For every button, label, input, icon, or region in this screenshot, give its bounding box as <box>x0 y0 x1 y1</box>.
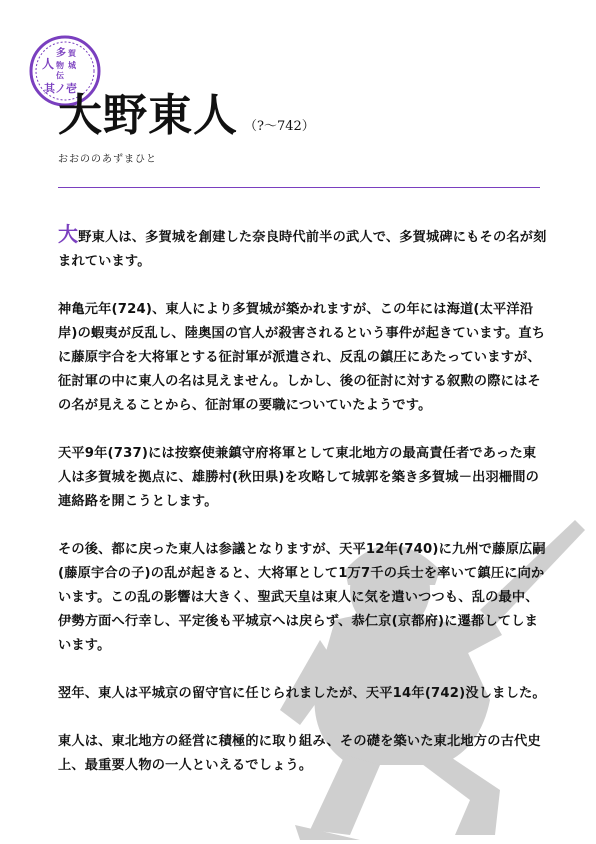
svg-text:伝: 伝 <box>56 71 64 80</box>
svg-text:其ノ壱: 其ノ壱 <box>44 82 77 95</box>
title-years: （?～742） <box>244 119 315 134</box>
paragraph-1-text: 野東人は、多賀城を創建した奈良時代前半の武人で、多賀城碑にもその名が刻まれています。 <box>58 230 547 269</box>
dropcap: 大 <box>58 222 79 246</box>
title-row <box>58 90 315 142</box>
paragraph-5: 翌年、東人は平城京の留守官に任じられましたが、天平14年(742)没しました。 <box>58 686 546 701</box>
svg-text:人: 人 <box>42 57 55 71</box>
title-reading: おおののあずまひと <box>58 154 157 165</box>
paragraph-6: 東人は、東北地方の経営に積極的に取り組み、その礎を築いた東北地方の古代史上、最重要人物の一人といえるでしょう。 <box>58 734 541 773</box>
svg-text:多: 多 <box>56 48 66 59</box>
article-body <box>58 222 548 802</box>
paragraph-4: その後、都に戻った東人は参議となりますが、天平12年(740)に九州で藤原広嗣(藤原宇合の子)の乱が起きると、大将軍として1万7千の兵士を率いて鎮圧に向かいます。この乱の影響は大きく、聖武天皇は東人に気を遣いつつも、乱の最中、伊勢方面へ行幸し、平定後も平城京へは戻らず、恭仁京(京都府)に遷都してしまいます。 <box>58 542 546 653</box>
paragraph-1 <box>58 222 548 274</box>
page-title: 大野東人 <box>58 90 238 141</box>
svg-text:物: 物 <box>56 61 64 70</box>
svg-text:賀: 賀 <box>68 49 76 58</box>
divider-line <box>58 187 540 188</box>
svg-text:城: 城 <box>68 61 76 70</box>
paragraph-3: 天平9年(737)には按察使兼鎮守府将軍として東北地方の最高責任者であった東人は多賀城を拠点に、雄勝村(秋田県)を攻略して城郭を築き多賀城－出羽柵間の連絡路を開こうとします。 <box>58 446 540 509</box>
paragraph-2: 神亀元年(724)、東人により多賀城が築かれますが、この年には海道(太平洋沿岸)の蝦夷が反乱し、陸奥国の官人が殺害されるという事件が起きています。直ちに藤原宇合を大将軍とする征討軍が派遣され、反乱の鎮圧にあたっていますが、征討軍の中に東人の名は見えません。しかし、後の征討に対する叙勲の際にはその名が見えることから、征討軍の要職についていたようです。 <box>58 302 546 413</box>
